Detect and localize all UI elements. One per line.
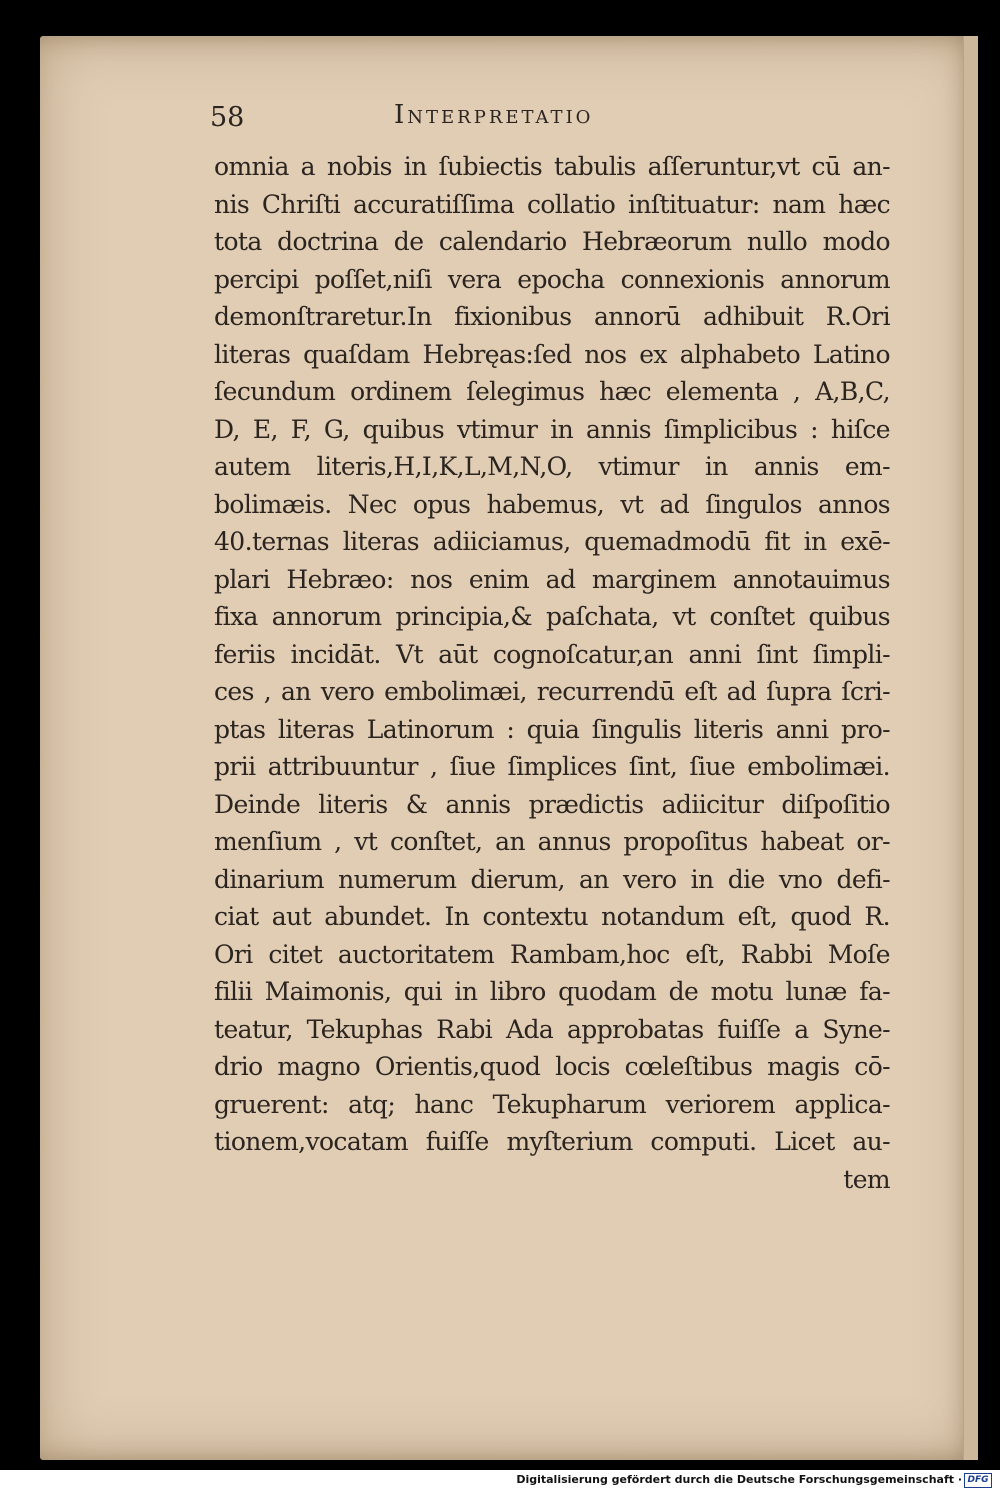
text-line: ſecundum ordinem ſelegimus hæc elementa , A,B,C, <box>214 377 890 406</box>
footer-bar <box>0 1470 1000 1490</box>
text-line: teatur, Tekuphas Rabi Ada approbatas fuiſſe a Syne- <box>214 1014 890 1044</box>
text-line: prii attribuuntur , ſiue ſimplices ſint, ſiue embolimæi. <box>214 752 890 781</box>
text-line: nis Chriſti accuratiſſima collatio inſtituatur: nam hæc <box>214 189 890 219</box>
page-edge <box>963 36 978 1460</box>
text-line: ces , an vero embolimæi, recurrendū eſt ad ſupra ſcri- <box>214 677 890 706</box>
text-line: menſium , vt conſtet, an annus propoſitus habeat or- <box>214 827 890 856</box>
text-line: 40.ternas literas adiiciamus, quemadmodū fit in exē- <box>214 527 890 556</box>
text-line: bolimæis. Nec opus habemus, vt ad ſingulos annos <box>214 489 890 519</box>
text-line: ciat aut abundet. In contextu notandum eſt, quod R. <box>214 902 890 931</box>
text-line: tionem,vocatam fuiſſe myſterium computi. Licet au- <box>214 1127 890 1156</box>
text-line: feriis incidāt. Vt aūt cognoſcatur,an anni ſint ſimpli- <box>214 639 890 669</box>
text-line: gruerent: atq; hanc Tekupharum veriorem applica- <box>214 1089 890 1119</box>
text-line: filii Maimonis, qui in libro quodam de motu lunæ fa- <box>214 977 890 1006</box>
text-line: ptas literas Latinorum : quia ſingulis literis anni pro- <box>214 714 890 744</box>
text-line: drio magno Orientis,quod locis cœleſtibus magis cō- <box>214 1052 890 1081</box>
text-line: demonſtraretur.In fixionibus annorū adhibuit R.Ori <box>214 302 890 331</box>
text-line: tota doctrina de calendario Hebræorum nullo modo <box>214 227 890 256</box>
page-header <box>210 96 710 140</box>
page-number: 58 <box>210 102 245 133</box>
funding-notice: Digitalisierung gefördert durch die Deutsche Forschungsgemeinschaft · <box>516 1473 962 1486</box>
text-line: literas quaſdam Hebręas:ſed nos ex alphabeto Latino <box>214 339 890 369</box>
text-line: fixa annorum principia,& paſchata, vt conſtet quibus <box>214 602 890 631</box>
body-text <box>214 148 890 1198</box>
dfg-logo-icon: DFG <box>964 1473 992 1488</box>
text-line: omnia a nobis in ſubiectis tabulis aſſeruntur,vt cū an- <box>214 152 890 181</box>
text-line: dinarium numerum dierum, an vero in die vno defi- <box>214 864 890 894</box>
text-line: Deinde literis & annis prædictis adiicitur diſpoſitio <box>214 789 890 819</box>
text-line: D, E, F, G, quibus vtimur in annis ſimplicibus : hiſce <box>214 414 890 444</box>
text-line: plari Hebræo: nos enim ad marginem annotauimus <box>214 564 890 594</box>
catchword: tem <box>843 1164 890 1194</box>
text-line: Ori citet auctoritatem Rambam,hoc eſt, Rabbi Moſe <box>214 939 890 969</box>
text-line: percipi poſſet,niſi vera epocha connexionis annorum <box>214 264 890 294</box>
text-line: autem literis,H,I,K,L,M,N,O, vtimur in annis em- <box>214 452 890 481</box>
running-head: Interpretatio <box>394 100 594 130</box>
